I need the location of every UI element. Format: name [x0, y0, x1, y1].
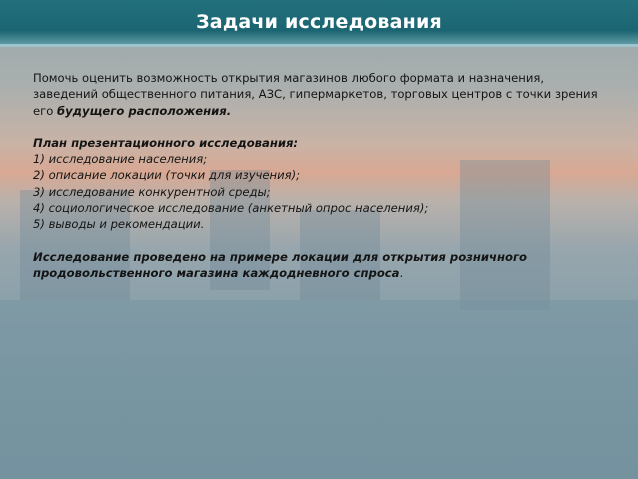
ground-area	[0, 300, 638, 479]
slide-content	[33, 70, 608, 281]
plan-heading: План презентационного исследования:	[33, 135, 299, 150]
plan-item: 2) описание локации (точки для изучения);	[33, 168, 301, 183]
intro-paragraph	[33, 70, 608, 119]
intro-text: Помочь оценить возможность открытия магазинов любого формата и назначения, заведений общественного питания, АЗС, гипермаркетов, торговых центров с точки зрения его	[33, 71, 598, 118]
plan-item: 1) исследование населения;	[33, 152, 208, 167]
slide-title: Задачи исследования	[196, 11, 442, 33]
conclusion-text: Исследование проведено на примере локации для открытия розничного продовольственного магазина каждодневного спроса	[33, 249, 527, 280]
intro-emphasis: будущего расположения.	[57, 103, 232, 118]
conclusion-paragraph	[33, 249, 608, 282]
plan-item: 4) социологическое исследование (анкетный опрос населения);	[33, 201, 429, 216]
plan-item: 5) выводы и рекомендации.	[33, 217, 205, 232]
conclusion-end: .	[399, 265, 404, 280]
plan-item: 3) исследование конкурентной среды;	[33, 184, 271, 199]
